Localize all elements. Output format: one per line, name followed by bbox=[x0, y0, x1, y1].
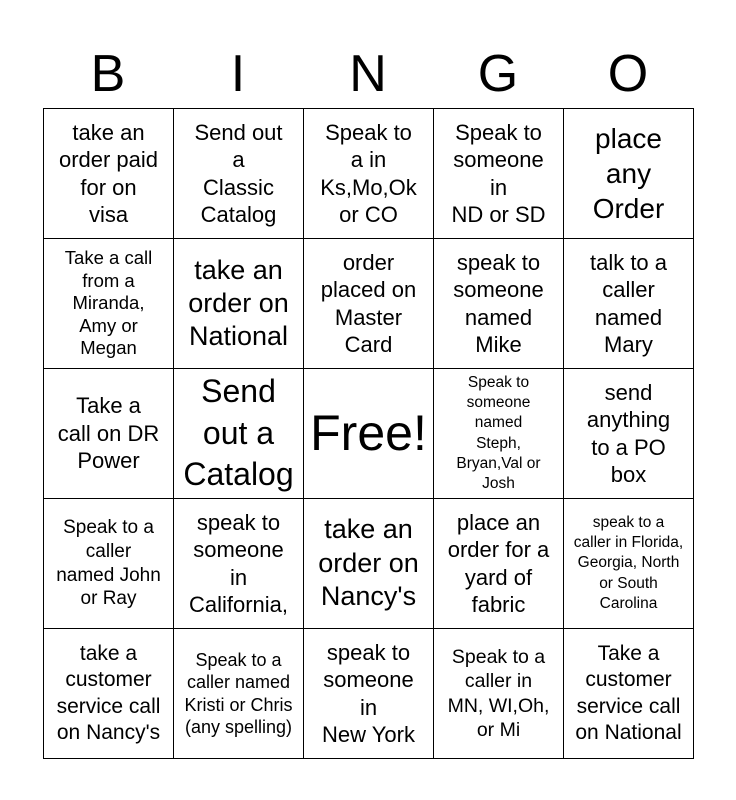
cell-text: Speak to someone named Steph, Bryan,Val or Josh bbox=[456, 374, 541, 492]
cell-text: Take a customer service call on National bbox=[575, 642, 682, 744]
cell-text: talk to a caller named Mary bbox=[589, 249, 668, 357]
cell-text: speak to someone in California, bbox=[188, 509, 289, 617]
cell-text: Speak to a caller named Kristi or Chris (any spelling) bbox=[184, 649, 293, 737]
header-letter-b: B bbox=[90, 45, 126, 103]
bingo-cell[interactable] bbox=[174, 369, 304, 499]
bingo-cell[interactable] bbox=[304, 109, 434, 239]
bingo-cell[interactable] bbox=[564, 369, 694, 499]
bingo-cell[interactable] bbox=[304, 629, 434, 759]
cell-text: take a customer service call on Nancy's bbox=[56, 642, 161, 744]
cell-text: take an order on National bbox=[188, 255, 289, 351]
header-letter-i: I bbox=[230, 45, 246, 103]
board-row bbox=[44, 629, 694, 759]
cell-text: order placed on Master Card bbox=[320, 249, 417, 357]
cell-text: Send out a Classic Catalog bbox=[194, 119, 283, 227]
bingo-cell[interactable] bbox=[564, 629, 694, 759]
cell-text: Send out a Catalog bbox=[183, 373, 294, 493]
bingo-cell[interactable] bbox=[44, 369, 174, 499]
cell-text: speak to someone in New York bbox=[322, 639, 415, 747]
cell-text: Speak to a caller named John or Ray bbox=[56, 517, 161, 610]
bingo-cell[interactable] bbox=[44, 629, 174, 759]
cell-text: Speak to a in Ks,Mo,Ok or CO bbox=[320, 119, 417, 227]
cell-text: Take a call from a Miranda, Amy or Megan bbox=[64, 247, 153, 359]
bingo-cell[interactable] bbox=[44, 499, 174, 629]
header-letter-o: O bbox=[607, 45, 649, 103]
bingo-cell[interactable] bbox=[434, 239, 564, 369]
cell-text: place any Order bbox=[592, 123, 665, 224]
bingo-cell[interactable] bbox=[434, 109, 564, 239]
bingo-cell[interactable] bbox=[564, 239, 694, 369]
header-letter-n: N bbox=[349, 45, 387, 103]
cell-text: speak to a caller in Florida, Georgia, North or South Carolina bbox=[573, 514, 684, 612]
board-row bbox=[44, 239, 694, 369]
bingo-cell[interactable] bbox=[434, 629, 564, 759]
bingo-board bbox=[43, 108, 694, 759]
bingo-cell[interactable] bbox=[564, 499, 694, 629]
cell-text: Take a call on DR Power bbox=[57, 393, 160, 474]
bingo-cell[interactable] bbox=[434, 499, 564, 629]
bingo-cell[interactable] bbox=[304, 369, 434, 499]
cell-text: speak to someone named Mike bbox=[453, 249, 544, 357]
bingo-cell[interactable] bbox=[304, 239, 434, 369]
cell-text: send anything to a PO box bbox=[586, 379, 671, 487]
board-row bbox=[44, 369, 694, 499]
cell-text: take an order on Nancy's bbox=[318, 513, 419, 612]
bingo-cell[interactable] bbox=[564, 109, 694, 239]
cell-text: Speak to a caller in MN, WI,Oh, or Mi bbox=[447, 645, 550, 741]
bingo-cell[interactable] bbox=[44, 239, 174, 369]
cell-text: take an order paid for on visa bbox=[58, 119, 159, 227]
bingo-cell[interactable] bbox=[174, 109, 304, 239]
board-row bbox=[44, 499, 694, 629]
bingo-cell[interactable] bbox=[174, 239, 304, 369]
bingo-header bbox=[43, 40, 693, 108]
header-letter-g: G bbox=[477, 45, 519, 103]
bingo-cell[interactable] bbox=[304, 499, 434, 629]
bingo-cell[interactable] bbox=[174, 499, 304, 629]
free-space-text: Free! bbox=[310, 405, 427, 462]
bingo-cell[interactable] bbox=[434, 369, 564, 499]
bingo-cell[interactable] bbox=[44, 109, 174, 239]
bingo-cell[interactable] bbox=[174, 629, 304, 759]
cell-text: Speak to someone in ND or SD bbox=[451, 119, 546, 227]
board-row bbox=[44, 109, 694, 239]
cell-text: place an order for a yard of fabric bbox=[447, 509, 550, 617]
